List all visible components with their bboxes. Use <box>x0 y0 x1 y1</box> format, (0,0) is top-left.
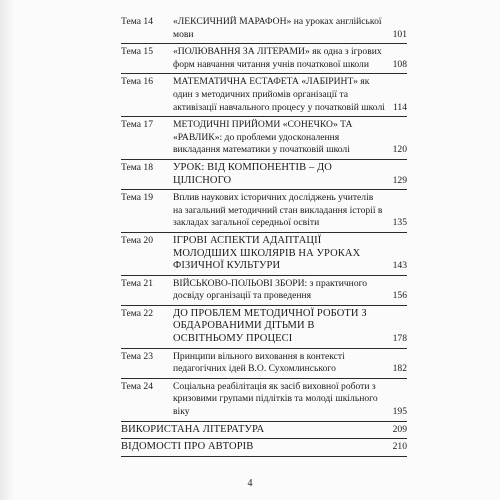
toc-entry-title: Соціальна реабілітація як засіб виховної роботи з кризовими групами підлітків та молоді шкільного віку <box>173 380 378 418</box>
toc-entry-title: ВІЙСЬКОВО-ПОЛЬОВІ ЗБОРИ: з практичного досвіду організації та проведення <box>173 277 368 302</box>
toc-entry-title: «ЛЕКСИЧНИЙ МАРАФОН» на уроках англійської мови <box>173 16 382 40</box>
toc-entry-label: Тема 21 <box>121 277 154 289</box>
toc-entry-title: Принципи вільного виховання в контексті педагогічних ідей В.О. Сухомлинського <box>173 350 345 375</box>
toc-entry-page: 143 <box>392 260 407 272</box>
toc-entry-title: ВІДОМОСТІ ПРО АВТОРІВ <box>121 441 254 453</box>
toc-entry-title: ВИКОРИСТАНА ЛІТЕРАТУРА <box>121 423 265 435</box>
toc-entry-title: УРОК: ВІД КОМПОНЕНТІВ – ДО ЦІЛІСНОГО <box>173 161 332 186</box>
toc-entry-label: Тема 14 <box>121 16 154 27</box>
page-number: 4 <box>247 478 253 489</box>
toc-entry-label: Тема 18 <box>121 161 154 173</box>
toc-entry-page: 195 <box>392 406 407 418</box>
toc-entry-literature[interactable] <box>121 422 407 440</box>
toc-entry-title: МАТЕМАТИЧНА ЕСТАФЕТА «ЛАБІРИНТ» як один з методичних прийомів організації та активізації навчального процесу у початковій школі <box>173 76 385 113</box>
toc-entry-page: 135 <box>392 217 407 229</box>
toc-entry-page: 156 <box>392 290 407 302</box>
toc-entry-label: Тема 16 <box>121 76 154 88</box>
toc-entry-page: 114 <box>392 101 407 113</box>
toc-entry-title: «ПОЛЮВАННЯ ЗА ЛІТЕРАМИ» як одна з ігрових форм навчання читання учнів початкової школи <box>173 46 382 70</box>
toc-entry-label: Тема 17 <box>121 119 154 131</box>
toc-entry-label: Тема 15 <box>121 46 154 58</box>
toc-entry-22[interactable] <box>121 306 407 349</box>
toc-entry-24[interactable] <box>121 379 407 422</box>
toc-entry-title: ІГРОВІ АСПЕКТИ АДАПТАЦІЇ МОЛОДШИХ ШКОЛЯРІВ НА УРОКАХ ФІЗИЧНОЇ КУЛЬТУРИ <box>173 234 361 272</box>
toc-entry-label: Тема 20 <box>121 234 154 246</box>
toc-entry-16[interactable] <box>121 74 407 117</box>
toc-entry-page: 101 <box>392 28 407 40</box>
toc-entry-label: Тема 23 <box>121 350 154 362</box>
toc-entry-20[interactable] <box>121 233 407 276</box>
toc-entry-17[interactable] <box>121 117 407 160</box>
toc-entry-page: 129 <box>392 174 407 186</box>
toc-entry-label: Тема 22 <box>121 307 154 319</box>
toc-entry-21[interactable] <box>121 276 407 306</box>
toc-entry-23[interactable] <box>121 349 407 379</box>
toc-entry-14[interactable] <box>121 14 407 44</box>
toc-entry-19[interactable] <box>121 190 407 233</box>
toc-entry-title: Вплив наукових історичних досліджень учителів на загальний методичний стан викладання історії в закладах загальної середньої освіти <box>173 192 383 229</box>
toc-entry-label: Тема 19 <box>121 192 154 204</box>
toc-entry-title: МЕТОДИЧНІ ПРИЙОМИ «СОНЕЧКО» ТА «РАВЛИК»: до проблеми удосконалення викладання математики у початковій школі <box>173 119 353 156</box>
toc-entry-page: 209 <box>392 423 407 435</box>
toc-entry-page: 182 <box>392 363 407 375</box>
table-of-contents <box>121 14 407 457</box>
toc-entry-authors[interactable] <box>121 439 407 457</box>
toc-entry-18[interactable] <box>121 160 407 190</box>
toc-entry-page: 108 <box>392 58 407 70</box>
toc-entry-page: 120 <box>392 144 407 156</box>
toc-entry-page: 210 <box>392 441 407 453</box>
toc-entry-page: 178 <box>392 333 407 345</box>
toc-entry-15[interactable] <box>121 44 407 74</box>
toc-entry-label: Тема 24 <box>121 380 154 392</box>
toc-entry-title: ДО ПРОБЛЕМ МЕТОДИЧНОЇ РОБОТИ З ОБДАРОВАНИМИ ДІТЬМИ В ОСВІТНЬОМУ ПРОЦЕСІ <box>173 307 367 345</box>
